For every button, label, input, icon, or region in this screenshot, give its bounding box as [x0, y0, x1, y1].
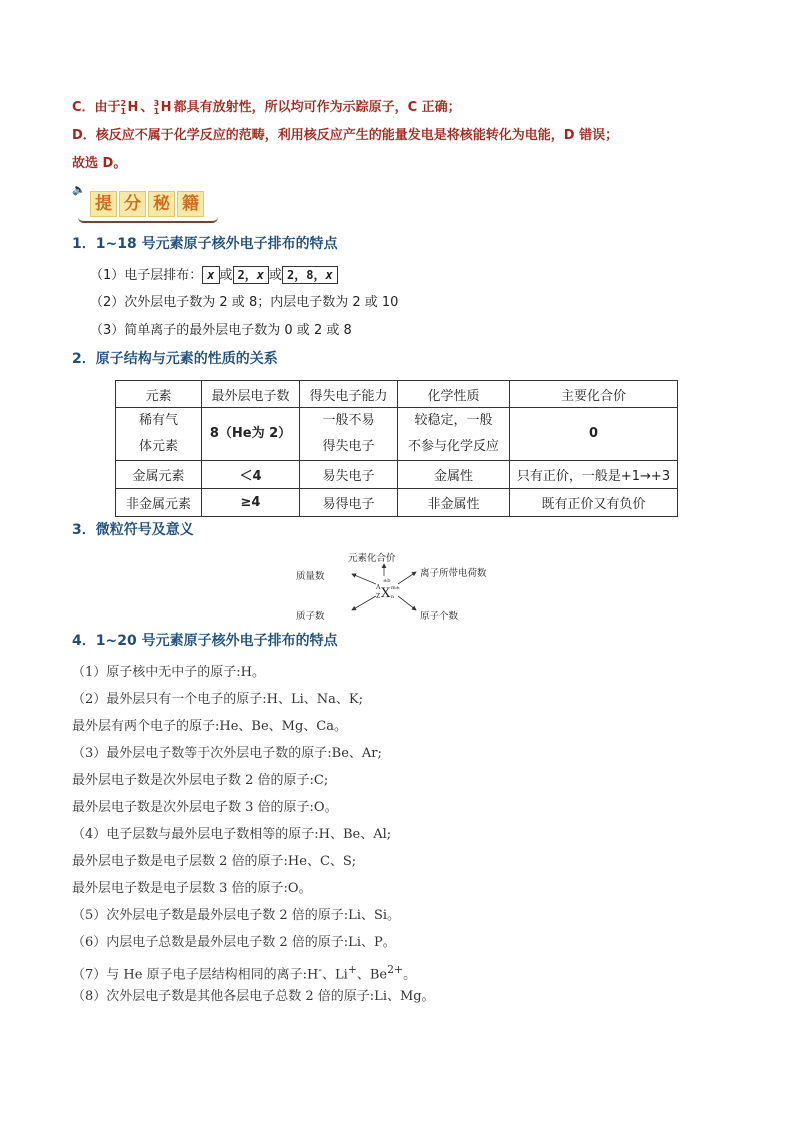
s4-line: （5）次外层电子数是最外层电子数 2 倍的原子:Li、Si。 [72, 908, 401, 923]
table-header-row [116, 381, 678, 408]
banner-char-3: 秘 [148, 191, 175, 217]
table-cell: 易得电子 [300, 489, 398, 517]
table-cell: 0 [510, 408, 678, 461]
table-header: 化学性质 [398, 381, 510, 408]
s1-item-2: （2）次外层电子数为 2 或 8；内层电子数为 2 或 10 [90, 295, 399, 310]
s4-line: 最外层电子数是电子层数 2 倍的原子:He、C、S; [72, 854, 357, 869]
s4-line: （2）最外层只有一个电子的原子:H、Li、Na、K; [72, 692, 363, 707]
symbol-atomic: Z [376, 593, 381, 600]
symbol-count: n [391, 594, 395, 600]
banner-char-1: 提 [90, 191, 117, 217]
banner-underline [78, 217, 218, 223]
s4-line: 最外层有两个电子的原子:He、Be、Mg、Ca。 [72, 719, 347, 734]
table-cell: 易失电子 [300, 461, 398, 489]
table-cell: 8（He为 2） [202, 408, 300, 461]
arrow-proton [352, 596, 376, 610]
banner-char-2: 分 [119, 191, 146, 217]
table-header: 元素 [116, 381, 202, 408]
answer-final: 故选 D。 [72, 156, 127, 171]
tips-banner [72, 183, 232, 223]
table-header: 最外层电子数 [202, 381, 300, 408]
symbol-charge: m± [391, 585, 400, 591]
s1-item-3: （3）简单离子的最外层电子数为 0 或 2 或 8 [90, 323, 352, 338]
layout-box-1: x [202, 266, 219, 284]
section-4-heading: 4．1~20 号元素原子核外电子排布的特点 [72, 633, 338, 649]
table-cell: ≥4 [202, 489, 300, 517]
s4-line: （4）电子层数与最外层电子数相等的原子:H、Be、Al; [72, 827, 392, 842]
arrow-charge [398, 572, 416, 584]
isotope-h3: 3 1 H [153, 99, 172, 116]
symbol-mass: A [376, 584, 381, 591]
table-header: 主要化合价 [510, 381, 678, 408]
table-cell: 一般不易 得失电子 [300, 408, 398, 461]
section-1-heading: 1．1~18 号元素原子核外电子排布的特点 [72, 236, 338, 252]
layout-box-2: 2，x [233, 266, 269, 284]
label-mass-number: 质量数 [296, 571, 325, 582]
label-ion-charge: 离子所带电荷数 [420, 568, 487, 579]
table-cell: 非金属元素 [116, 489, 202, 517]
section-3-heading: 3．微粒符号及意义 [72, 522, 194, 538]
s4-line-ions: （7）与 He 原子电子层结构相同的离子:H-、Li+、$Be^{2+}$。 [72, 963, 417, 983]
banner-char-4: 籍 [177, 191, 204, 217]
answer-line-c: C．由于 2 1 H 、 3 1 H 都具有放射性，所以均可作为示踪原子，C 正确； [72, 99, 461, 116]
s4-line: 最外层电子数是次外层电子数 3 倍的原子:O。 [72, 800, 338, 815]
table-cell: 稀有气 体元素 [116, 408, 202, 461]
s4-line: （1）原子核中无中子的原子:H。 [72, 665, 265, 680]
particle-symbol-diagram [290, 552, 500, 627]
table-cell: 较稳定，一般 不参与化学反应 [398, 408, 510, 461]
table-cell: 非金属性 [398, 489, 510, 517]
s4-line: 最外层电子数是次外层电子数 2 倍的原子:C; [72, 773, 329, 788]
table-cell: ＜4 [202, 461, 300, 489]
symbol-valence: ±b [383, 578, 391, 584]
table-cell: 既有正价又有负价 [510, 489, 678, 517]
s4-line: 最外层电子数是电子层数 3 倍的原子:O。 [72, 881, 312, 896]
label-proton-number: 质子数 [296, 611, 325, 622]
table-cell: 金属元素 [116, 461, 202, 489]
answer-line-d: D．核反应不属于化学反应的范畴，利用核反应产生的能量发电是将核能转化为电能，D 错误； [72, 128, 619, 143]
arrow-count [398, 596, 416, 610]
s1-item-1: （1）电子层排布： x 或 2，x 或 2，8，x [90, 266, 338, 285]
table-header: 得失电子能力 [300, 381, 398, 408]
s4-line: （8）次外层电子数是其他各层电子总数 2 倍的原子:Li、Mg。 [72, 989, 435, 1004]
table-cell: 只有正价，一般是+1→+3 [510, 461, 678, 489]
table-row [116, 461, 678, 489]
arrow-mass [352, 574, 376, 584]
table-cell: 金属性 [398, 461, 510, 489]
table-row [116, 489, 678, 517]
label-valence: 元素化合价 [348, 553, 396, 564]
table-row [116, 408, 678, 461]
symbol-x: X [381, 586, 391, 601]
isotope-h2: 2 1 H [120, 99, 139, 116]
label-atom-count: 原子个数 [420, 611, 459, 622]
speaker-icon: 🔈 [72, 183, 86, 196]
section-2-heading: 2．原子结构与元素的性质的关系 [72, 351, 278, 367]
s4-line: （3）最外层电子数等于次外层电子数的原子:Be、Ar; [72, 746, 382, 761]
layout-box-3: 2，8，x [282, 266, 338, 284]
s4-line: （6）内层电子总数是最外层电子数 2 倍的原子:Li、P。 [72, 935, 396, 950]
element-properties-table [115, 380, 678, 517]
